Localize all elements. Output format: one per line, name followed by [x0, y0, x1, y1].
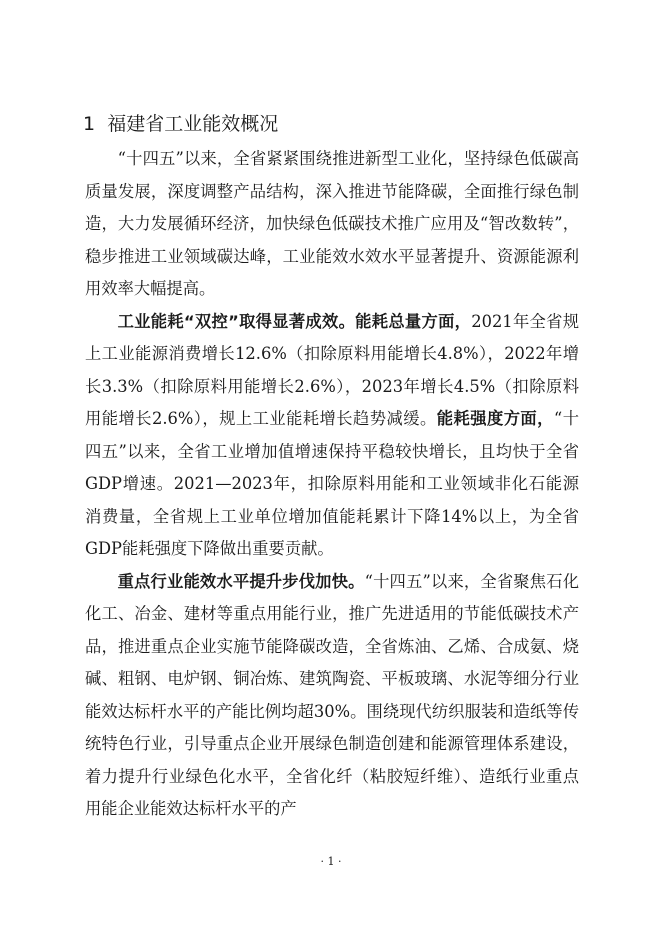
paragraph-overview	[85, 143, 579, 306]
paragraph-text: “十四五”以来，全省聚焦石化化工、冶金、建材等重点用能行业，推广先进适用的节能低碳技术产品，推进重点企业实施节能降碳改造，全省炼油、乙烯、合成氨、烧碱、粗钢、电炉钢、铜冶炼、建筑陶瓷、平板玻璃、水泥等细分行业能效达标杆水平的产能比例均超30%。围绕现代纺织服装和造纸等传统特色行业，引导重点企业开展绿色制造创建和能源管理体系建设，着力提升行业绿色化水平，全省化纤（粘胶短纤维）、造纸行业重点用能企业能效达标杆水平的产	[85, 571, 579, 818]
section-heading	[83, 112, 278, 136]
section-title: 福建省工业能效概况	[107, 113, 279, 135]
body-text	[85, 143, 579, 826]
paragraph-lead: 工业能耗“双控”取得显著成效。能耗总量方面，	[117, 311, 472, 331]
paragraph-lead: 重点行业能效水平提升步伐加快。	[117, 571, 365, 591]
section-number: 1	[83, 113, 96, 135]
paragraph-text: “十四五”以来，全省紧紧围绕推进新型工业化，坚持绿色低碳高质量发展，深度调整产品结构，深入推进节能降碳，全面推行绿色制造，大力发展循环经济，加快绿色低碳技术推广应用及“智改数转”，稳步推进工业领域碳达峰，工业能效水效水平显著提升、资源能源利用效率大幅提高。	[85, 149, 579, 298]
paragraph-lead-secondary: 能耗强度方面，	[436, 409, 554, 428]
paragraph-key-industries	[85, 566, 579, 826]
page-number: · 1 ·	[320, 855, 342, 868]
paragraph-text-secondary: “十四五”以来，全省工业增加值增速保持平稳较快增长，且均快于全省GDP增速。2021—2023年，扣除原料用能和工业领域非化石能源消费量，全省规上工业单位增加值能耗累计下降14%以上，为全省GDP能耗强度下降做出重要贡献。	[85, 409, 579, 558]
paragraph-text: 2021年全省规上工业能源消费增长12.6%（扣除原料用能增长4.8%），2022年增长3.3%（扣除原料用能增长2.6%），2023年增长4.5%（扣除原料用能增长2.6%），规上工业能耗增长趋势减缓。	[85, 311, 579, 428]
paragraph-energy-control	[85, 306, 579, 566]
